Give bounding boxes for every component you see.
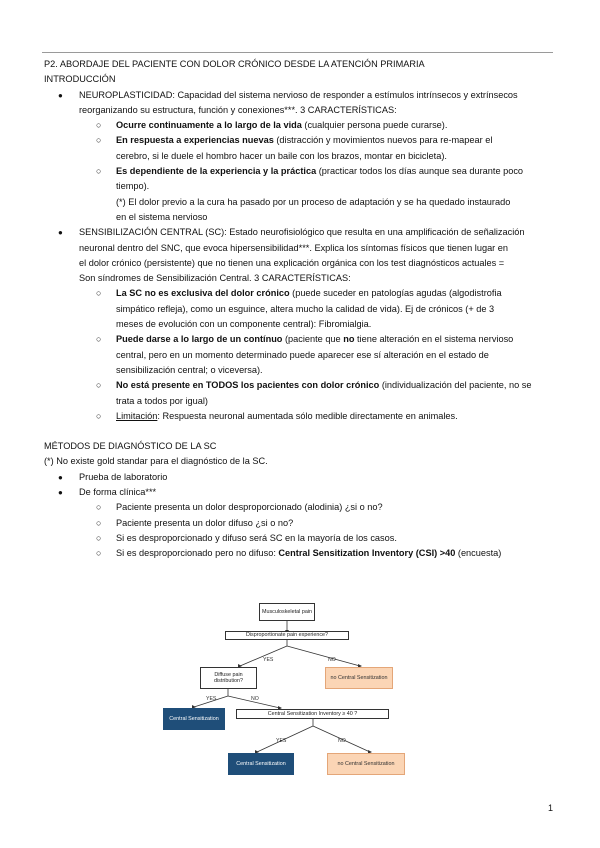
list-item-continuation: el dolor crónico (persistente) que no tienen una explicación orgánica con los test diagnósticos actuales = bbox=[79, 257, 505, 268]
list-item: ● De forma clínica*** bbox=[44, 485, 554, 500]
note: (*) El dolor previo a la cura ha pasado por un proceso de adaptación y se ha quedado instaurado bbox=[116, 196, 511, 207]
flowchart-outcome-no-cs: no Central Sensitization bbox=[327, 753, 405, 775]
circle-bullet-icon: ○ bbox=[96, 166, 102, 177]
bullet-icon: ● bbox=[58, 472, 63, 482]
sub-list-item-continuation: simpático refleja), como un esguince, altera mucho la calidad de vida). Ej de crónicos (+ de 3 bbox=[116, 303, 495, 314]
flowchart-outcome-no-cs: no Central Sensitization bbox=[325, 667, 393, 689]
list-item-continuation: neuronal dentro del SNC, que evoca hipersensibilidad***. Explica los síntomas físicos que tienen lugar en bbox=[79, 242, 509, 253]
circle-bullet-icon: ○ bbox=[96, 135, 102, 146]
document-body bbox=[44, 57, 554, 562]
note: (*) No existe gold standar para el diagnóstico de la SC. bbox=[44, 456, 268, 467]
sub-list-item-continuation: sensibilización central; o viceversa). bbox=[116, 364, 263, 375]
sub-list-item-continuation: cerebro, si le duele el hombro hacer un baile con los brazos, montar en bicicleta). bbox=[116, 150, 447, 161]
circle-bullet-icon: ○ bbox=[96, 288, 102, 299]
bullet-icon: ● bbox=[58, 90, 63, 100]
flowchart-no-label: NO bbox=[251, 696, 259, 702]
circle-bullet-icon: ○ bbox=[96, 548, 102, 559]
page-number: 1 bbox=[548, 803, 554, 813]
flowchart-question-node: Disproportionate pain experience? bbox=[225, 631, 349, 640]
flowchart-yes-label: YES bbox=[263, 657, 274, 663]
sub-list-item-continuation: trata a todos por igual) bbox=[116, 395, 208, 406]
circle-bullet-icon: ○ bbox=[96, 380, 102, 391]
flowchart-outcome-cs: Central Sensitization bbox=[163, 708, 225, 730]
sub-list-item: ○ Si es desproporcionado pero no difuso: Central Sensitization Inventory (CSI) >40 (encuesta) bbox=[44, 546, 554, 561]
circle-bullet-icon: ○ bbox=[96, 410, 102, 421]
sub-list-item: ○ Es dependiente de la experiencia y la práctica (practicar todos los días aunque sea durante poco bbox=[44, 164, 554, 179]
list-item: ● Prueba de laboratorio bbox=[44, 470, 554, 485]
sub-list-item: ○ Puede darse a lo largo de un contínuo (paciente que no tiene alteración en el sistema nervioso bbox=[44, 332, 554, 347]
list-item: ● SENSIBILIZACIÓN CENTRAL (SC): Estado neurofisiológico que resulta en una amplificación de señalización bbox=[44, 225, 554, 240]
flowchart-question-node: Central Sensitization Inventory ≥ 40 ? bbox=[236, 709, 389, 719]
list-item: ● NEUROPLASTICIDAD: Capacidad del sistema nervioso de responder a estímulos intrínsecos y extrínsecos bbox=[44, 88, 554, 103]
header-rule bbox=[42, 52, 553, 53]
note-continuation: en el sistema nervioso bbox=[116, 211, 208, 222]
list-item-continuation: Son síndromes de Sensibilización Central. 3 CARACTERÍSTICAS: bbox=[79, 273, 351, 284]
flowchart-start-node: Musculoskeletal pain bbox=[259, 603, 315, 621]
list-item-continuation: reorganizando su estructura, función y conexiones***. 3 CARACTERÍSTICAS: bbox=[79, 104, 397, 115]
sub-list-item: ○ No está presente en TODOS los pacientes con dolor crónico (individualización del paciente, no se bbox=[44, 378, 554, 393]
flowchart-yes-label: YES bbox=[206, 696, 217, 702]
flowchart-outcome-cs: Central Sensitization bbox=[228, 753, 294, 775]
flowchart-question-node: Diffuse pain distribution? bbox=[200, 667, 257, 689]
bullet-icon: ● bbox=[58, 228, 63, 238]
sub-list-item: ○ Si es desproporcionado y difuso será SC en la mayoría de los casos. bbox=[44, 531, 554, 546]
flowchart-no-label: NO bbox=[338, 738, 346, 744]
sub-list-item-continuation: central, pero en un momento determinado puede aparecer ese sí alteración en el estado de bbox=[116, 349, 489, 360]
sub-list-item: ○ Paciente presenta un dolor desproporcionado (alodinia) ¿si o no? bbox=[44, 500, 554, 515]
circle-bullet-icon: ○ bbox=[96, 532, 102, 543]
sub-list-item: ○ Paciente presenta un dolor difuso ¿si o no? bbox=[44, 516, 554, 531]
document-title: P2. ABORDAJE DEL PACIENTE CON DOLOR CRÓNICO DESDE LA ATENCIÓN PRIMARIA bbox=[44, 59, 425, 69]
circle-bullet-icon: ○ bbox=[96, 517, 102, 528]
flowchart-yes-label: YES bbox=[276, 738, 287, 744]
flowchart-connectors bbox=[150, 600, 450, 780]
flowchart bbox=[150, 600, 450, 780]
sub-list-item: ○ En respuesta a experiencias nuevas (distracción y movimientos nuevos para re-mapear el bbox=[44, 133, 554, 148]
bullet-icon: ● bbox=[58, 488, 63, 498]
sub-list-item: ○ Limitación: Respuesta neuronal aumentada sólo medible directamente en animales. bbox=[44, 409, 554, 424]
sub-list-item-continuation: meses de evolución con un componente central): Fibromialgia. bbox=[116, 319, 372, 330]
sub-list-item-continuation: tiempo). bbox=[116, 181, 150, 192]
section-heading: INTRODUCCIÓN bbox=[44, 74, 116, 85]
section-heading: MÉTODOS DE DIAGNÓSTICO DE LA SC bbox=[44, 441, 217, 452]
flowchart-no-label: NO bbox=[328, 657, 336, 663]
circle-bullet-icon: ○ bbox=[96, 334, 102, 345]
sub-list-item: ○ Ocurre continuamente a lo largo de la vida (cualquier persona puede curarse). bbox=[44, 118, 554, 133]
sub-list-item: ○ La SC no es exclusiva del dolor crónico (puede suceder en patologías agudas (algodistrofia bbox=[44, 286, 554, 301]
circle-bullet-icon: ○ bbox=[96, 120, 102, 131]
circle-bullet-icon: ○ bbox=[96, 502, 102, 513]
